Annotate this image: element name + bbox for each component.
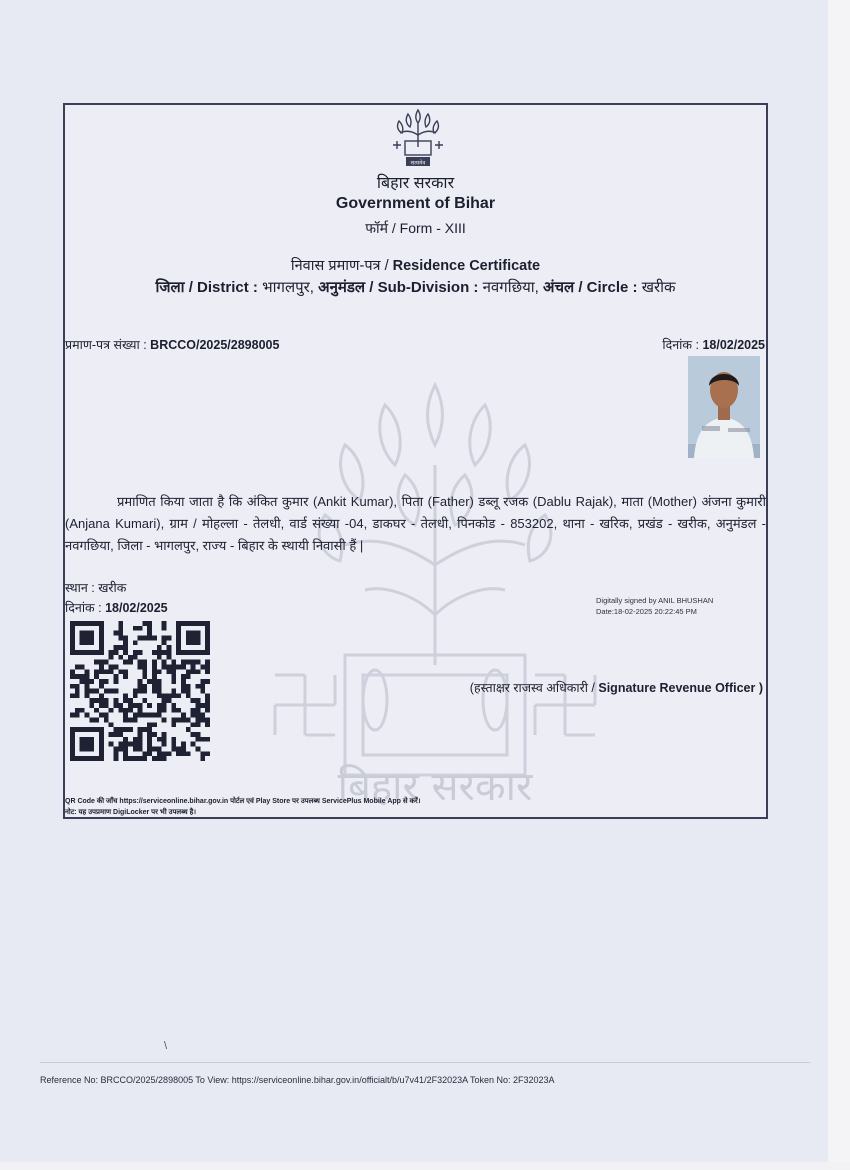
digital-signature-date: Date:18-02-2025 20:22:45 PM [596,607,697,616]
certificate-title-english: Residence Certificate [392,258,541,274]
place [65,579,126,596]
subdivision-value: नवगछिया, [482,279,544,296]
place-value: खरीक [98,581,127,595]
issue-date-value: 18/02/2025 [105,601,168,615]
state-name-hindi: बिहार सरकार [376,175,455,192]
paper-edge-bottom [0,1162,850,1170]
scan-mark: \ [164,1040,168,1052]
bihar-emblem-icon [388,107,448,169]
reference-divider [40,1062,810,1063]
certificate-border [63,103,768,819]
certificate-number-value: BRCCO/2025/2898005 [150,338,280,352]
qr-verification-note: QR Code की जाँच https://serviceonline.bihar.gov.in पोर्टल एवं Play Store पर उपलब्ध ServicePlus Mobile App से करें। [65,798,421,805]
district-value: भागलपुर, [262,279,319,296]
jurisdiction-line [65,277,766,297]
emblem-motto: सत्यमेव [410,160,426,167]
certification-statement: प्रमाणित किया जाता है कि अंकित कुमार (Ankit Kumar), पिता (Father) डब्लू रजक (Dablu Rajak), माता (Mother) अंजना कुमारी (Anjana Kumari), ग्राम / मोहल्ला - तेलधी, वार्ड संख्या -04, डाकघर - तेलधी, पिनकोड - 853202, थाना - खरिक, प्रखंड - खरीक, अनुमंडल - नवगछिया, जिला - भागलपुर, राज्य - बिहार के स्थायी निवासी हैं | [65,494,766,553]
government-title: Government of Bihar [335,195,496,212]
reference-line: Reference No: BRCCO/2025/2898005 To View: https://serviceonline.bihar.gov.in/officialt/b/u7v41/2F32023A Token No: 2F32023A [40,1075,555,1085]
signature-title-english: Signature Revenue Officer ) [598,681,763,695]
form-number: फॉर्म / Form - XIII [365,220,466,236]
subdivision-label: अनुमंडल / Sub-Division : [318,279,483,296]
certificate-title-hindi: निवास प्रमाण-पत्र / [290,258,393,274]
applicant-photo [688,356,760,458]
bihar-emblem-watermark [265,365,605,805]
digilocker-note: नोट: यह उपप्रमाण DigiLocker पर भी उपलब्ध है। [65,809,196,816]
signature-title-hindi: (हस्ताक्षर राजस्व अधिकारी / [469,681,599,695]
district-label: जिला / District : [155,279,263,296]
circle-label: अंचल / Circle : [543,279,642,296]
digital-signature-name: Digitally signed by ANIL BHUSHAN [596,596,714,605]
circle-value: खरीक [641,279,676,296]
issue-date [65,599,168,616]
place-label: स्थान : [65,581,99,595]
paper-edge [828,0,850,1170]
qr-code [69,621,211,761]
certificate-date-label: दिनांक : [662,338,703,352]
watermark-text: बिहार सरकार [337,764,533,805]
certificate-date-value: 18/02/2025 [702,338,765,352]
certificate-title [65,255,766,275]
certificate-number [65,336,279,353]
issue-date-label: दिनांक : [65,601,106,615]
certificate-number-label: प्रमाण-पत्र संख्या : [65,338,151,352]
certificate-date [662,336,765,353]
signature-title [470,679,763,696]
